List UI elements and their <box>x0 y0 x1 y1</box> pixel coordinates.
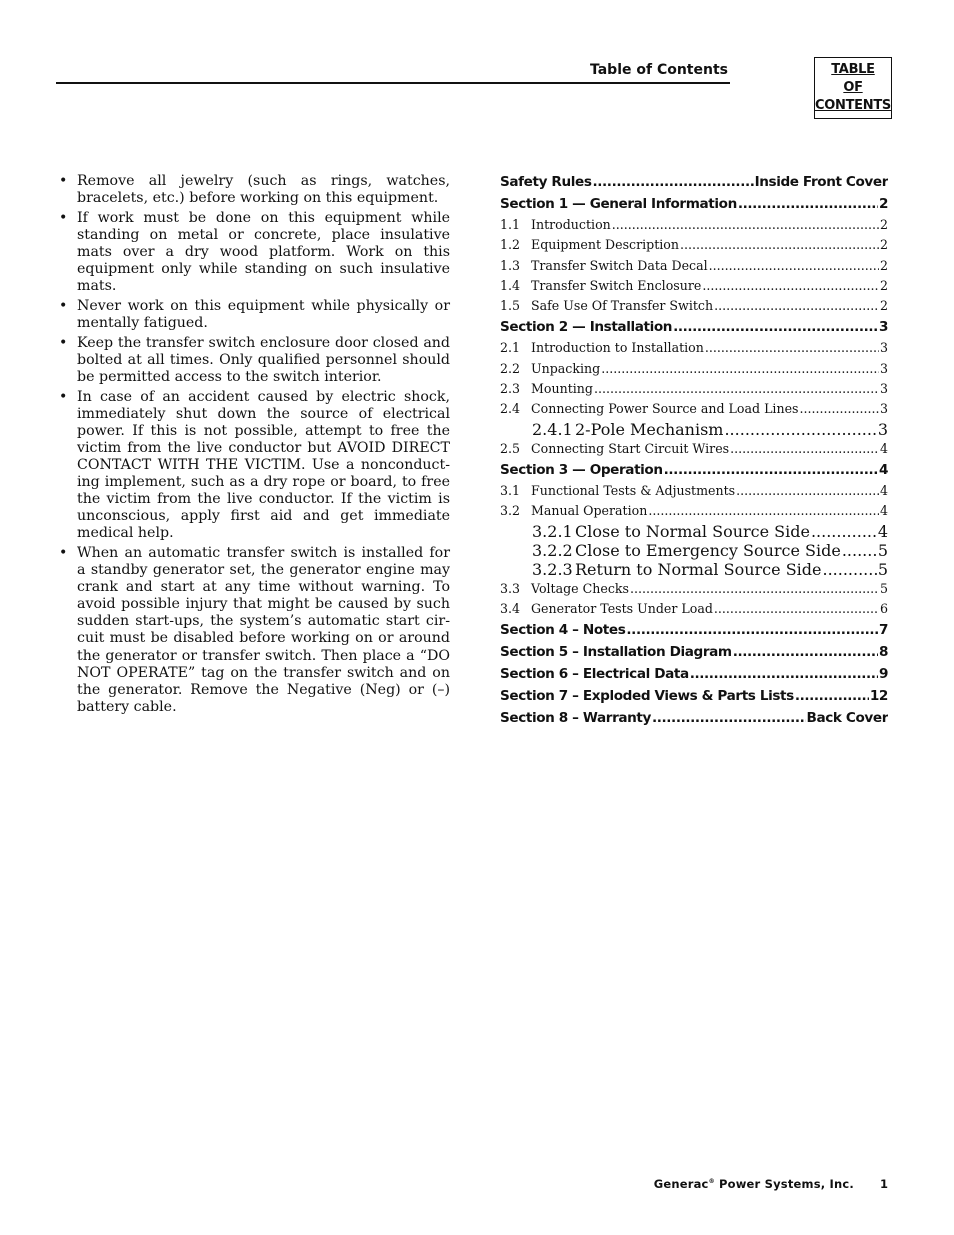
toc-entry-title: Return to Normal Source Side <box>575 559 822 579</box>
toc-leader-dots <box>795 685 869 707</box>
toc-entry-page: 4 <box>878 461 888 478</box>
toc-entry-title: Section 4 – Notes <box>500 622 626 639</box>
toc-entry-title: Safety Rules <box>500 174 592 190</box>
toc-entry-number: 1.2 <box>500 237 521 253</box>
toc-entry-page: Back Cover <box>806 710 888 727</box>
toc-entry[interactable] <box>500 316 888 338</box>
toc-entry-title: Safe Use Of Transfer Switch <box>531 298 714 314</box>
toc-entry-title: Section 7 – Exploded Views & Parts Lists <box>500 688 794 705</box>
bullet-icon: • <box>59 297 68 314</box>
list-item <box>58 545 450 716</box>
toc-entry[interactable] <box>500 420 888 439</box>
toc-leader-dots <box>612 215 879 235</box>
toc-entry-label <box>500 707 651 729</box>
list-item-text: Never work on this equipment while physically or mentally fatigued. <box>77 297 450 331</box>
toc-entry-title: Introduction to Installation <box>531 340 704 356</box>
toc-entry-page: 2 <box>879 298 888 314</box>
list-item-text: Keep the transfer switch enclosure door closed and bolted at all times. Only qualified personnel should be permitted access to the switch interior. <box>77 334 450 385</box>
toc-entry[interactable] <box>500 459 888 481</box>
toc-leader-dots <box>736 481 879 501</box>
toc-entry-page: 3 <box>877 419 888 439</box>
toc-leader-dots <box>811 522 877 541</box>
toc-entry-page: 3 <box>879 360 888 376</box>
toc-entry[interactable] <box>500 619 888 641</box>
toc-entry-title: Manual Operation <box>531 503 648 519</box>
toc-leader-dots <box>799 399 879 419</box>
toc-tab-line-2: OF <box>843 80 863 95</box>
page-header-title: Table of Contents <box>589 62 728 78</box>
toc-entry-title: Mounting <box>531 381 593 397</box>
toc-entry-label <box>500 663 689 685</box>
toc-leader-dots <box>730 439 879 459</box>
toc-entry[interactable] <box>500 171 888 193</box>
bullet-icon: • <box>59 334 68 351</box>
toc-entry-title: Close to Emergency Source Side <box>575 540 841 560</box>
toc-entry-number: 3.4 <box>500 600 521 616</box>
toc-entry-label <box>500 641 732 663</box>
toc-leader-dots <box>664 459 878 481</box>
toc-entry[interactable] <box>500 560 888 579</box>
toc-entry-page: 7 <box>878 622 888 639</box>
footer-company-rest: Power Systems, Inc. <box>714 1177 854 1191</box>
toc-entry-number: 3.2.2 <box>532 540 573 560</box>
toc-entry[interactable] <box>500 599 888 619</box>
toc-entry[interactable] <box>500 522 888 541</box>
toc-entry-number: 2.4.1 <box>532 419 573 439</box>
toc-leader-dots <box>673 316 878 338</box>
toc-entry-page: 3 <box>878 319 888 336</box>
toc-entry-page: 5 <box>877 559 888 579</box>
toc-entry-page: 8 <box>878 644 888 661</box>
toc-entry-title: Section 3 — Operation <box>500 461 663 478</box>
toc-entry-page: 2 <box>879 277 888 293</box>
toc-entry[interactable] <box>500 481 888 501</box>
toc-leader-dots <box>680 235 879 255</box>
bullet-icon: • <box>59 173 68 189</box>
footer-company <box>654 1177 854 1191</box>
toc-entry-page: 6 <box>879 600 888 616</box>
toc-entry-title: Functional Tests & Adjustments <box>531 482 736 498</box>
bullet-icon: • <box>59 388 68 405</box>
toc-entry-number: 2.3 <box>500 381 521 397</box>
toc-entry[interactable] <box>500 235 888 255</box>
toc-entry-page: 2 <box>879 257 888 273</box>
toc-entry-label <box>500 193 737 215</box>
toc-entry-number: 2.5 <box>500 440 521 456</box>
toc-entry-title: Introduction <box>531 217 611 232</box>
toc-entry-label <box>532 522 810 541</box>
table-of-contents <box>500 171 888 729</box>
toc-entry-label <box>532 420 723 439</box>
toc-entry-number: 3.1 <box>500 482 521 498</box>
toc-entry-page: 5 <box>877 540 888 560</box>
toc-entry[interactable] <box>500 296 888 316</box>
toc-leader-dots <box>709 256 879 276</box>
toc-entry-label <box>500 399 798 419</box>
toc-entry-label <box>500 619 625 641</box>
toc-entry-label <box>500 256 708 276</box>
toc-leader-dots <box>648 501 879 521</box>
toc-leader-dots <box>842 541 877 560</box>
toc-entry-label <box>500 338 704 358</box>
toc-leader-dots <box>630 579 879 599</box>
list-item-text: Remove all jewelry (such as rings, watches, bracelets, etc.) before working on this equipment. <box>77 173 450 207</box>
toc-entry-label <box>500 685 794 707</box>
toc-entry-label <box>532 541 841 560</box>
toc-entry-number: 2.4 <box>500 401 521 417</box>
registered-mark: ® <box>708 1178 715 1186</box>
toc-leader-dots <box>714 296 879 316</box>
toc-entry-label <box>500 359 600 379</box>
toc-entry-page: 2 <box>879 217 888 232</box>
toc-entry-label <box>500 379 593 399</box>
toc-entry-title: Section 1 — General Information <box>500 196 737 212</box>
toc-entry-title: Section 8 – Warranty <box>500 710 651 727</box>
safety-bullet-list <box>58 173 450 716</box>
toc-entry[interactable] <box>500 359 888 379</box>
toc-leader-dots <box>626 619 878 641</box>
list-item-text: If work must be done on this equipment while standing on metal or concrete, place insulative mats over a dry wood platform. Work on this equipment only while standing on such insulative mats. <box>77 209 450 295</box>
toc-entry-label <box>500 439 729 459</box>
bullet-icon: • <box>59 544 68 561</box>
toc-entry-page: 3 <box>879 340 888 356</box>
toc-tab-line-3: CONTENTS <box>815 98 891 113</box>
toc-tab-line-1: TABLE <box>831 62 875 77</box>
toc-entry-label <box>500 459 663 481</box>
toc-entry-page: 2 <box>879 237 888 253</box>
toc-entry[interactable] <box>500 256 888 276</box>
toc-entry-title: Voltage Checks <box>531 580 629 596</box>
table-of-contents-tab[interactable] <box>814 57 892 119</box>
toc-entry-label <box>500 215 611 235</box>
toc-leader-dots <box>822 560 876 579</box>
safety-rules-column <box>58 173 450 718</box>
toc-leader-dots <box>733 641 878 663</box>
toc-entry-page: 4 <box>879 482 888 498</box>
toc-entry-title: Close to Normal Source Side <box>575 521 810 541</box>
toc-entry-title: Section 2 — Installation <box>500 319 673 336</box>
toc-entry[interactable] <box>500 641 888 663</box>
toc-leader-dots <box>724 420 876 439</box>
toc-entry-number: 3.2 <box>500 503 521 519</box>
toc-entry[interactable] <box>500 193 888 215</box>
toc-leader-dots <box>601 359 879 379</box>
toc-entry-page: Inside Front Cover <box>754 174 888 190</box>
toc-entry-label <box>500 599 713 619</box>
toc-leader-dots <box>705 338 879 358</box>
list-item <box>58 389 450 543</box>
toc-entry[interactable] <box>500 379 888 399</box>
toc-entry-number: 3.2.1 <box>532 521 573 541</box>
toc-leader-dots <box>690 663 878 685</box>
toc-entry-page: 4 <box>879 503 888 519</box>
footer-page-number: 1 <box>879 1177 888 1191</box>
toc-entry-title: Transfer Switch Enclosure <box>531 277 702 293</box>
toc-entry-number: 1.4 <box>500 277 521 293</box>
toc-entry[interactable] <box>500 276 888 296</box>
toc-leader-dots <box>652 707 806 729</box>
toc-entry-title: Transfer Switch Data Decal <box>531 257 708 273</box>
bullet-icon: • <box>59 209 68 226</box>
toc-entry-page: 4 <box>877 521 888 541</box>
toc-entry-number: 2.2 <box>500 360 521 376</box>
toc-entry-label <box>500 276 701 296</box>
toc-entry-label <box>500 501 647 521</box>
list-item-text: When an automatic transfer switch is installed for a standby generator set, the generator engine may crank and start at any time without warning. To avoid possible injury that might be caused by such sudden start-ups, the system’s automatic start circuit must be disabled before working on or around the generator or transfer switch. Then place a “DO NOT OPERATE” tag on the transfer switch and on the generator. Remove the Negative (Neg) or (–) battery cable. <box>77 544 450 715</box>
toc-entry-label <box>500 579 629 599</box>
toc-entry-title: Unpacking <box>531 360 601 376</box>
toc-entry-page: 3 <box>879 401 888 417</box>
toc-entry-title: Connecting Power Source and Load Lines <box>531 401 799 417</box>
toc-entry-page: 9 <box>878 666 888 683</box>
toc-entry-title: Section 5 – Installation Diagram <box>500 644 732 661</box>
footer-company-name: Generac <box>653 1177 709 1191</box>
toc-leader-dots <box>702 276 879 296</box>
toc-entry-title: Equipment Description <box>531 237 679 253</box>
toc-entry[interactable] <box>500 215 888 235</box>
toc-entry-page: 4 <box>879 440 888 456</box>
toc-entry-number: 1.1 <box>500 217 521 232</box>
toc-entry-title: 2-Pole Mechanism <box>575 419 724 439</box>
toc-entry[interactable] <box>500 541 888 560</box>
toc-entry[interactable] <box>500 685 888 707</box>
toc-entry[interactable] <box>500 439 888 459</box>
toc-entry-title: Connecting Start Circuit Wires <box>531 440 730 456</box>
toc-entry-label <box>500 235 679 255</box>
toc-entry[interactable] <box>500 338 888 358</box>
list-item <box>58 335 450 386</box>
toc-entry[interactable] <box>500 501 888 521</box>
toc-entry-title: Section 6 – Electrical Data <box>500 666 689 683</box>
toc-entry-page: 12 <box>869 688 888 705</box>
list-item-text: In case of an accident caused by electric shock, immediately shut down the source of electrical power. If this is not possible, attempt to free the victim from the live conductor but AVOID DIRECT CONTACT WITH THE VICTIM. Use a nonconducting implement, such as a dry rope or board, to free the victim from the live conductor. If the victim is unconscious, apply first aid and get immediate medical help. <box>77 388 450 542</box>
toc-entry-page: 5 <box>879 580 888 596</box>
toc-leader-dots <box>738 193 878 215</box>
toc-entry-label <box>500 171 592 193</box>
toc-entry[interactable] <box>500 579 888 599</box>
page-footer <box>540 1177 888 1191</box>
list-item <box>58 173 450 207</box>
header-divider <box>56 82 730 84</box>
toc-entry-number: 3.2.3 <box>532 559 573 579</box>
toc-entry[interactable] <box>500 663 888 685</box>
toc-entry-label <box>532 560 821 579</box>
toc-entry-title: Generator Tests Under Load <box>531 600 713 616</box>
toc-entry-number: 2.1 <box>500 340 521 356</box>
toc-entry-label <box>500 481 735 501</box>
toc-leader-dots <box>593 171 754 193</box>
toc-entry-label <box>500 316 672 338</box>
toc-entry[interactable] <box>500 707 888 729</box>
list-item <box>58 210 450 295</box>
toc-entry-number: 3.3 <box>500 580 521 596</box>
toc-leader-dots <box>594 379 879 399</box>
toc-entry-page: 3 <box>879 381 888 397</box>
list-item <box>58 298 450 332</box>
toc-leader-dots <box>714 599 879 619</box>
toc-entry-page: 2 <box>878 196 888 212</box>
toc-entry-label <box>500 296 713 316</box>
toc-entry[interactable] <box>500 399 888 419</box>
toc-entry-number: 1.3 <box>500 257 521 273</box>
toc-entry-number: 1.5 <box>500 298 521 314</box>
